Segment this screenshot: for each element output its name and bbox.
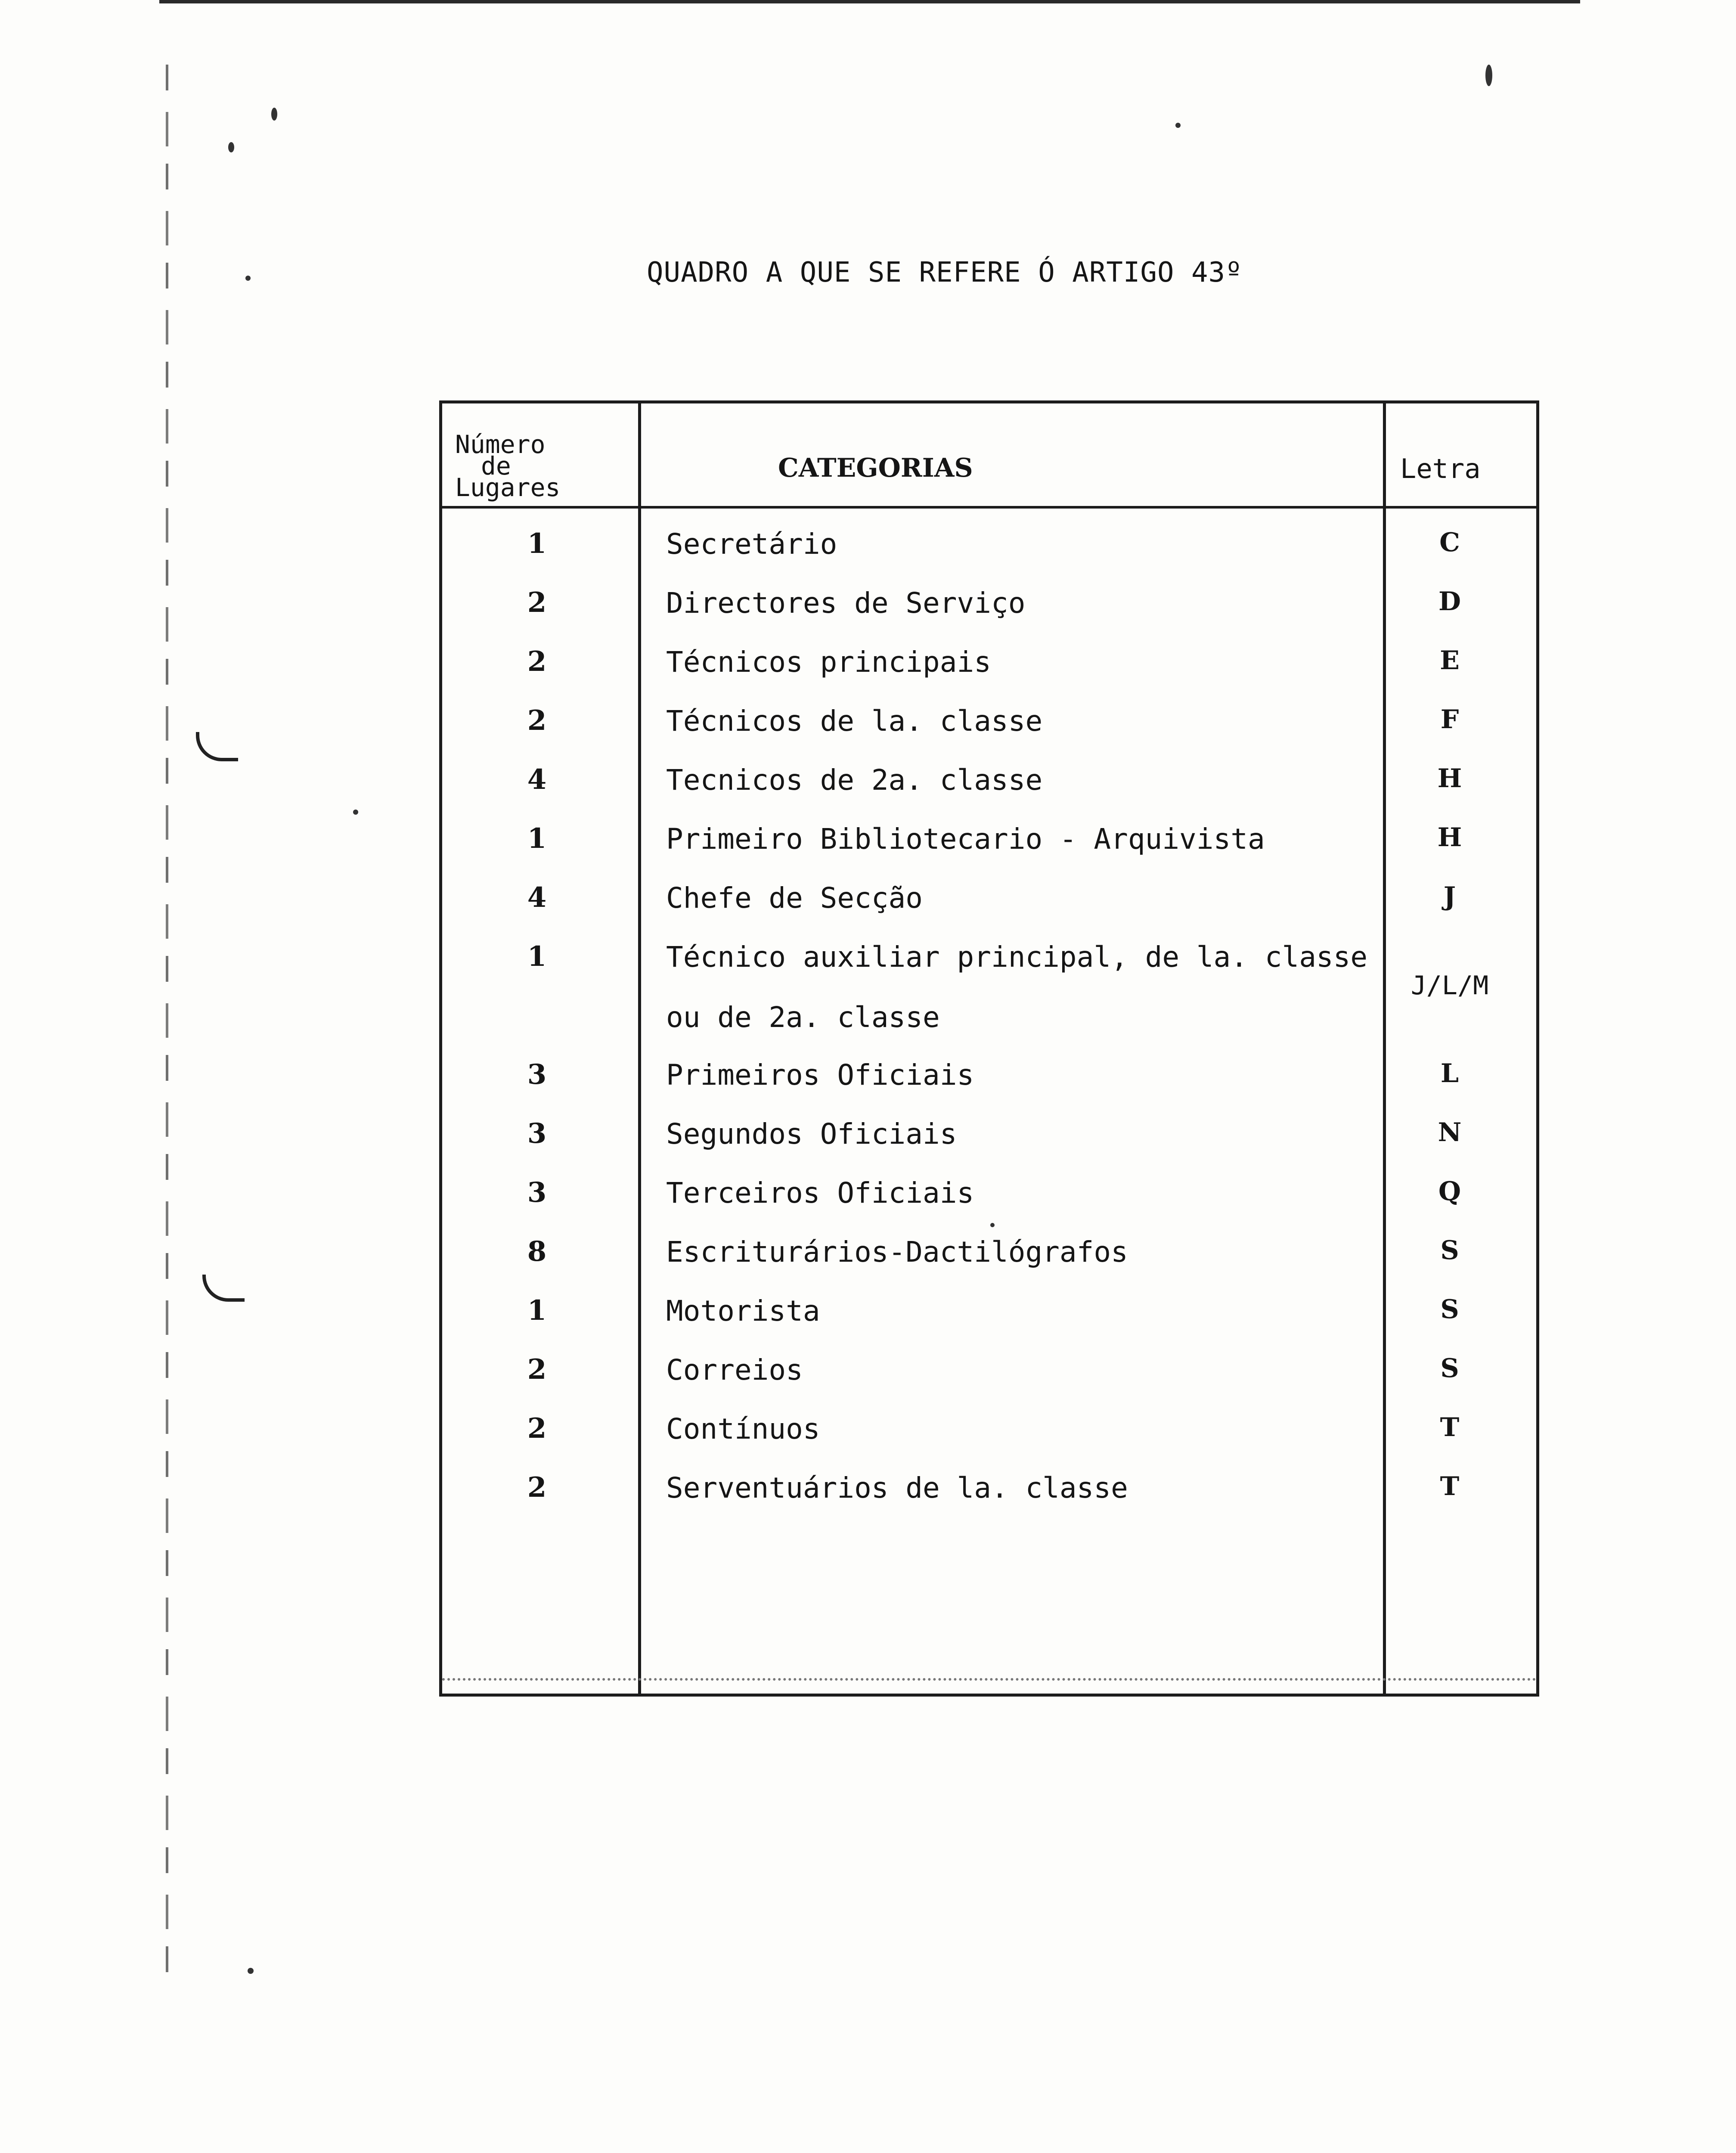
header-divider	[442, 506, 1536, 509]
speck	[245, 276, 251, 281]
row-numero: 1	[527, 527, 547, 560]
row-numero: 2	[527, 1412, 547, 1445]
row-numero: 3	[527, 1058, 547, 1091]
table-row	[442, 1222, 1536, 1281]
row-letra: D	[1438, 586, 1461, 617]
table-row	[442, 692, 1536, 751]
row-categoria: Primeiro Bibliotecario - Arquivista	[666, 822, 1265, 856]
row-numero: 2	[527, 704, 547, 737]
table-row	[442, 928, 1536, 1045]
row-letra: C	[1439, 527, 1460, 558]
row-letra: N	[1438, 1117, 1462, 1148]
row-letra: Q	[1438, 1176, 1461, 1207]
table-row	[442, 574, 1536, 633]
row-categoria: Escriturários-Dactilógrafos	[666, 1235, 1128, 1269]
table-row	[442, 1340, 1536, 1399]
table-row	[442, 869, 1536, 928]
table-row	[442, 1045, 1536, 1104]
header-numero-line2: de	[481, 451, 511, 481]
scan-left-edge	[166, 65, 168, 1994]
row-categoria: Correios	[666, 1353, 803, 1387]
row-letra: H	[1437, 763, 1462, 794]
row-letra: S	[1440, 1353, 1459, 1384]
table-row	[442, 1281, 1536, 1340]
row-numero: 2	[527, 1353, 547, 1386]
page-title: QUADRO A QUE SE REFERE Ó ARTIGO 43º	[647, 257, 1243, 289]
row-numero: 4	[527, 881, 547, 914]
speck	[271, 108, 277, 121]
row-categoria: Técnico auxiliar principal, de la. classe	[666, 940, 1368, 974]
row-categoria: Contínuos	[666, 1412, 820, 1446]
row-numero: 1	[527, 822, 547, 855]
hole-punch-mark-lower	[202, 1275, 245, 1302]
row-categoria: Tecnicos de 2a. classe	[666, 763, 1043, 797]
speck	[1175, 123, 1181, 128]
row-letra: F	[1440, 704, 1459, 735]
header-numero-line1: Número	[455, 430, 546, 459]
row-letra: T	[1440, 1412, 1460, 1443]
row-numero: 8	[527, 1235, 547, 1268]
table-row	[442, 515, 1536, 574]
header-letra: Letra	[1400, 453, 1481, 484]
row-categoria: Segundos Oficiais	[666, 1117, 957, 1151]
header-numero-de-lugares	[455, 430, 561, 502]
row-numero: 2	[527, 1471, 547, 1504]
row-letra: S	[1440, 1235, 1459, 1266]
speck	[1485, 65, 1492, 86]
row-numero: 3	[527, 1117, 547, 1150]
row-numero: 2	[527, 586, 547, 619]
row-categoria: Chefe de Secção	[666, 881, 923, 915]
row-letra: E	[1440, 645, 1460, 676]
row-letra: H	[1437, 822, 1462, 853]
row-letra: T	[1440, 1471, 1460, 1502]
speck	[353, 810, 358, 815]
row-categoria-continued: ou de 2a. classe	[666, 1001, 940, 1034]
table-row	[442, 1104, 1536, 1163]
row-categoria: Motorista	[666, 1294, 820, 1328]
table-bottom-dotted-rule	[442, 1678, 1536, 1681]
table-row	[442, 1163, 1536, 1222]
hole-punch-mark-upper	[196, 732, 238, 761]
header-numero-line3: Lugares	[455, 473, 561, 502]
row-categoria: Serventuários de la. classe	[666, 1471, 1128, 1505]
row-letra: J/L/M	[1410, 971, 1489, 1001]
row-letra: L	[1440, 1058, 1459, 1089]
categories-table	[439, 400, 1539, 1697]
table-row	[442, 810, 1536, 869]
speck	[248, 1968, 254, 1974]
row-categoria: Técnicos de la. classe	[666, 704, 1043, 738]
row-numero: 3	[527, 1176, 547, 1209]
row-categoria: Directores de Serviço	[666, 586, 1026, 620]
row-categoria: Técnicos principais	[666, 645, 991, 679]
table-row	[442, 751, 1536, 810]
row-letra: S	[1440, 1294, 1459, 1325]
table-row	[442, 1399, 1536, 1458]
row-numero: 2	[527, 645, 547, 678]
row-numero: 1	[527, 1294, 547, 1327]
table-row	[442, 633, 1536, 692]
row-categoria: Secretário	[666, 527, 837, 561]
row-categoria: Terceiros Oficiais	[666, 1176, 974, 1210]
page-top-rule	[159, 0, 1580, 3]
header-categorias: CATEGORIAS	[778, 453, 973, 483]
row-categoria: Primeiros Oficiais	[666, 1058, 974, 1092]
table-row	[442, 1458, 1536, 1517]
row-letra: J	[1443, 881, 1456, 912]
speck	[228, 142, 234, 152]
row-numero: 4	[527, 763, 547, 796]
row-numero: 1	[527, 940, 547, 973]
